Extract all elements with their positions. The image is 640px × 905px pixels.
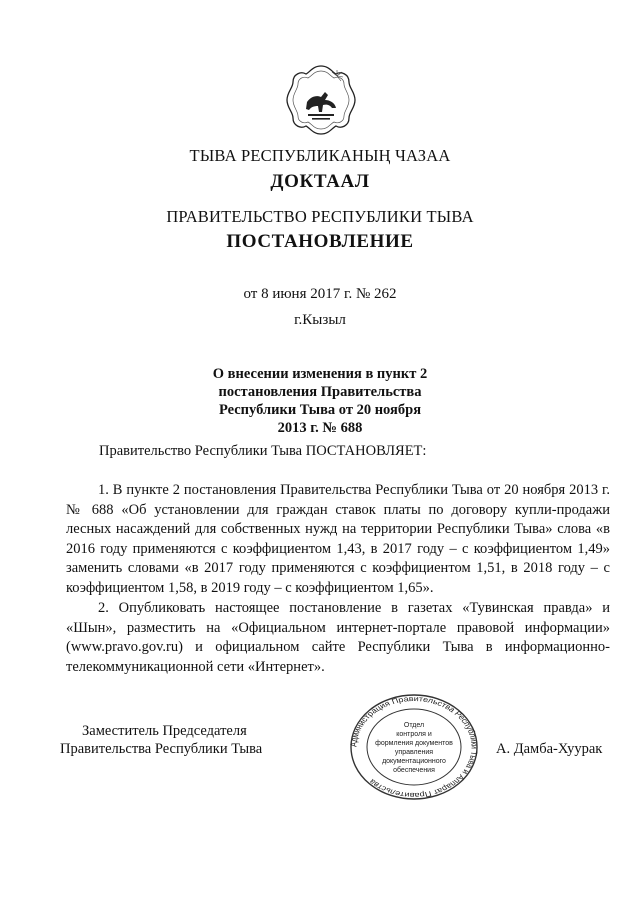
stamp-center-line: управления	[394, 749, 434, 756]
stamp-center-line: формления документов	[375, 740, 453, 747]
body-item-2-text: 2. Опубликовать настоящее постановление в газетах «Тувинская правда» и «Шын», разместить на «Официальном интернет-портале правовой информации» (www.pravo.gov.ru) и официальном сайте Республики Тыва в информационно-телекоммуникационной сети «Интернет».	[66, 600, 610, 675]
title-line: 2013 г. № 688	[277, 420, 363, 436]
signatory-position-line2: Правительства Республики Тыва	[60, 741, 263, 757]
russian-doc-type: ПОСТАНОВЛЕНИЕ	[226, 231, 414, 252]
preamble: Правительство Республики Тыва ПОСТАНОВЛЯЕТ:	[99, 443, 427, 459]
signatory-name: А. Дамба-Хуурак	[496, 741, 603, 757]
stamp-center-line: контроля и	[396, 731, 432, 738]
tuvan-doc-type: ДОКТААЛ	[270, 171, 370, 192]
stamp-center-line: документационного	[382, 758, 446, 765]
tuvan-government-heading: ТЫВА РЕСПУБЛИКАНЫҢ ЧАЗАА	[189, 146, 451, 165]
coat-of-arms-icon	[283, 62, 359, 138]
stamp-center-line: Отдел	[403, 722, 425, 729]
stamp-ring-text: Администрация Правительства Республики Тыва и Аппарат Правительства	[348, 694, 480, 800]
document-city: г.Кызыл	[294, 312, 346, 328]
russian-government-heading: ПРАВИТЕЛЬСТВО РЕСПУБЛИКИ ТЫВА	[166, 207, 474, 226]
body-item-1	[66, 481, 610, 599]
signatory-position-line1: Заместитель Председателя	[82, 723, 247, 739]
title-line: постановления Правительства	[218, 384, 422, 400]
title-line: О внесении изменения в пункт 2	[212, 366, 428, 382]
body-item-1-text: 1. В пункте 2 постановления Правительства Республики Тыва от 20 ноября 2013 г. № 688 «Об установлении для граждан ставок платы по договору купли-продажи лесных насаждений для собственных нужд на территории Республики Тыва» слова «в 2016 году применяются с коэффициентом 1,43, в 2017 году – с коэффициентом 1,49» заменить словами «в 2017 году применяются с коэффициентом 1,51, в 2018 году – с коэффициентом 1,58, в 2019 году – с коэффициентом 1,65».	[66, 482, 610, 596]
body-item-2	[66, 599, 610, 677]
title-line: Республики Тыва от 20 ноября	[218, 402, 422, 418]
document-date-number: от 8 июня 2017 г. № 262	[243, 286, 397, 302]
document-title	[170, 365, 470, 437]
official-stamp	[343, 692, 485, 802]
stamp-center-line: обеспечения	[393, 767, 435, 774]
